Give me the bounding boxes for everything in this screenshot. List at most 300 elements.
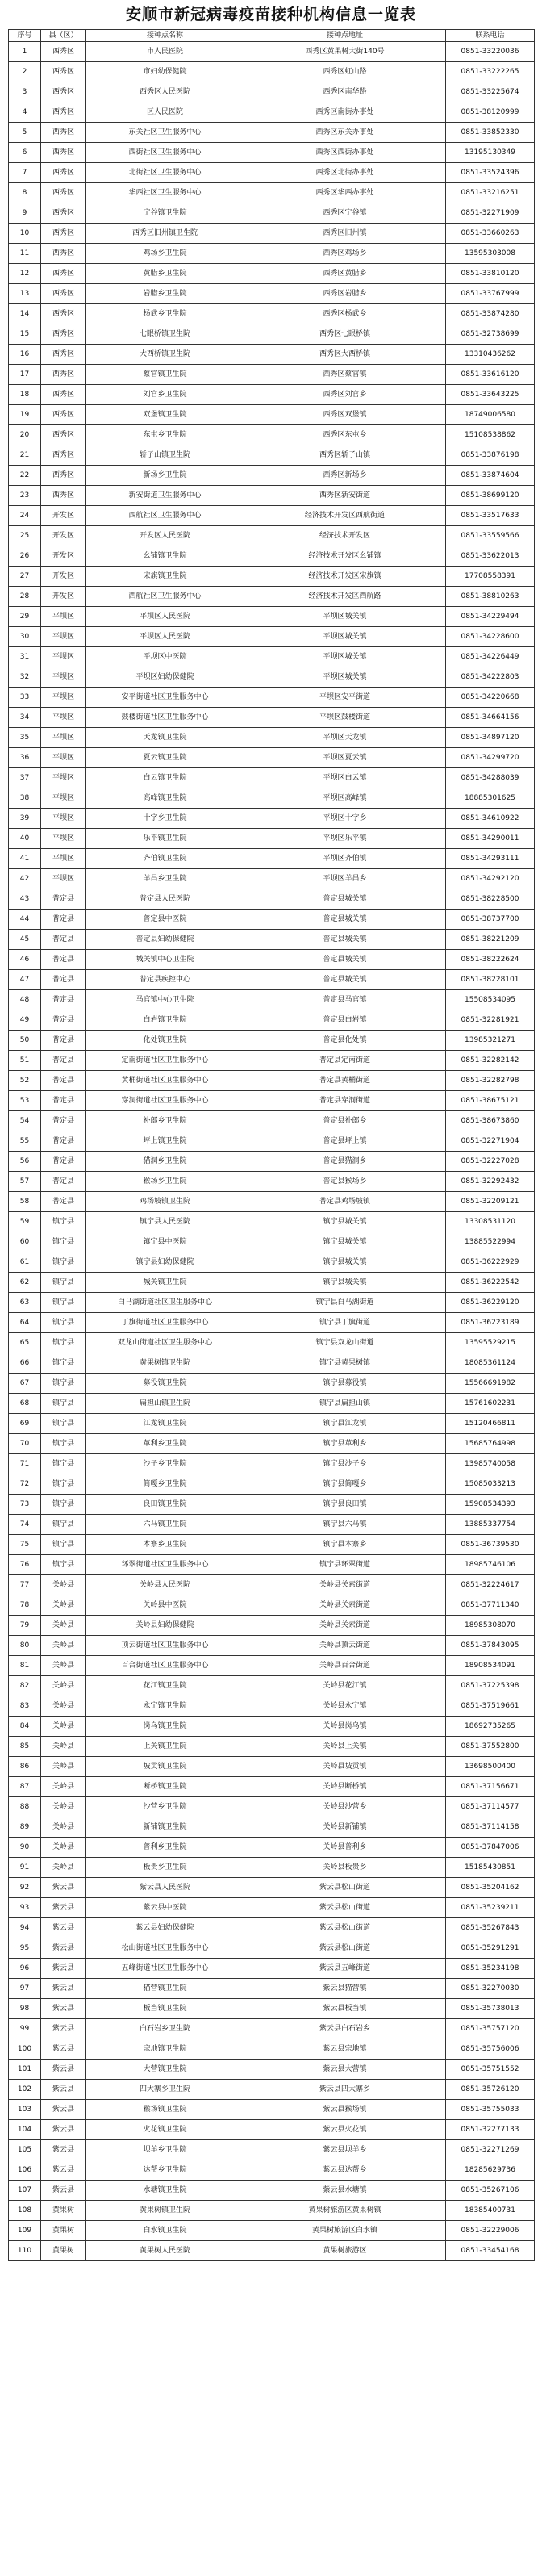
cell-site-address: 平坝区天龙镇 (244, 728, 446, 748)
cell-index: 26 (9, 546, 41, 567)
cell-index: 89 (9, 1817, 41, 1838)
cell-site-name: 新铺镇卫生院 (86, 1817, 244, 1838)
cell-index: 93 (9, 1898, 41, 1918)
table-row (9, 1878, 535, 1898)
table-row (9, 2120, 535, 2140)
cell-phone: 0851-33810120 (446, 264, 535, 284)
cell-site-address: 西秀区虹山路 (244, 62, 446, 82)
table-row (9, 1273, 535, 1293)
table-row (9, 1777, 535, 1797)
cell-county: 开发区 (41, 506, 86, 526)
table-row (9, 1252, 535, 1273)
cell-county: 普定县 (41, 1010, 86, 1031)
table-row (9, 1313, 535, 1333)
cell-index: 71 (9, 1454, 41, 1474)
cell-index: 19 (9, 405, 41, 425)
cell-phone: 0851-38228500 (446, 889, 535, 910)
cell-site-address: 西秀区华西办事处 (244, 183, 446, 203)
cell-site-address: 平坝区齐伯镇 (244, 849, 446, 869)
cell-site-address: 镇宁县六马镇 (244, 1515, 446, 1535)
table-row (9, 385, 535, 405)
cell-index: 99 (9, 2019, 41, 2039)
cell-county: 西秀区 (41, 143, 86, 163)
cell-phone: 0851-33874280 (446, 304, 535, 324)
cell-site-address: 西秀区东屯乡 (244, 425, 446, 445)
cell-site-name: 华西社区卫生服务中心 (86, 183, 244, 203)
table-row (9, 1797, 535, 1817)
cell-site-address: 经济技术开发区宋旗镇 (244, 567, 446, 587)
cell-index: 64 (9, 1313, 41, 1333)
cell-site-address: 普定县猴场乡 (244, 1172, 446, 1192)
cell-phone: 15108538862 (446, 425, 535, 445)
cell-index: 73 (9, 1495, 41, 1515)
table-row (9, 1817, 535, 1838)
cell-site-name: 水塘镇卫生院 (86, 2181, 244, 2201)
table-row (9, 1838, 535, 1858)
cell-county: 平坝区 (41, 869, 86, 889)
cell-county: 普定县 (41, 1192, 86, 1212)
table-row (9, 990, 535, 1010)
page-title: 安顺市新冠病毒疫苗接种机构信息一览表 (125, 6, 416, 23)
cell-county: 紫云县 (41, 2080, 86, 2100)
header-phone: 联系电话 (446, 30, 535, 42)
cell-site-name: 普定县中医院 (86, 910, 244, 930)
cell-index: 6 (9, 143, 41, 163)
cell-site-address: 普定县坪上镇 (244, 1131, 446, 1152)
cell-index: 54 (9, 1111, 41, 1131)
cell-site-name: 市人民医院 (86, 42, 244, 62)
cell-index: 104 (9, 2120, 41, 2140)
cell-county: 西秀区 (41, 445, 86, 466)
cell-site-address: 关岭县坡贡镇 (244, 1757, 446, 1777)
table-row (9, 2201, 535, 2221)
table-row (9, 1353, 535, 1374)
cell-site-name: 江龙镇卫生院 (86, 1414, 244, 1434)
cell-site-address: 普定县城关镇 (244, 910, 446, 930)
cell-site-name: 新场乡卫生院 (86, 466, 244, 486)
cell-phone: 0851-35738013 (446, 1999, 535, 2019)
cell-index: 9 (9, 203, 41, 224)
cell-site-name: 关岭县人民医院 (86, 1575, 244, 1595)
cell-index: 7 (9, 163, 41, 183)
cell-site-name: 黄果树镇卫生院 (86, 2201, 244, 2221)
cell-county: 紫云县 (41, 2060, 86, 2080)
cell-site-name: 马官镇中心卫生院 (86, 990, 244, 1010)
cell-county: 普定县 (41, 950, 86, 970)
cell-phone: 18749006580 (446, 405, 535, 425)
table-row (9, 1374, 535, 1394)
cell-site-address: 黄果树旅游区 (244, 2241, 446, 2261)
cell-county: 普定县 (41, 1131, 86, 1152)
cell-site-address: 经济技术开发区西航街道 (244, 506, 446, 526)
cell-phone: 0851-34288039 (446, 768, 535, 788)
cell-site-name: 猴场乡卫生院 (86, 1172, 244, 1192)
cell-site-name: 黄果树人民医院 (86, 2241, 244, 2261)
cell-phone: 0851-37114577 (446, 1797, 535, 1817)
cell-index: 76 (9, 1555, 41, 1575)
cell-site-name: 西秀区人民医院 (86, 82, 244, 102)
cell-site-name: 火花镇卫生院 (86, 2120, 244, 2140)
cell-county: 普定县 (41, 990, 86, 1010)
cell-site-name: 六马镇卫生院 (86, 1515, 244, 1535)
cell-county: 镇宁县 (41, 1474, 86, 1495)
cell-site-name: 四大寨乡卫生院 (86, 2080, 244, 2100)
cell-site-name: 十字乡卫生院 (86, 809, 244, 829)
cell-phone: 18285629736 (446, 2160, 535, 2181)
cell-site-address: 西秀区北街办事处 (244, 163, 446, 183)
cell-site-name: 紫云县人民医院 (86, 1878, 244, 1898)
header-site-address: 接种点地址 (244, 30, 446, 42)
cell-phone: 0851-32227028 (446, 1152, 535, 1172)
cell-county: 西秀区 (41, 264, 86, 284)
cell-county: 紫云县 (41, 2160, 86, 2181)
cell-county: 平坝区 (41, 708, 86, 728)
cell-phone: 0851-36229120 (446, 1293, 535, 1313)
table-row (9, 425, 535, 445)
table-row (9, 1434, 535, 1454)
cell-index: 30 (9, 627, 41, 647)
table-row (9, 2100, 535, 2120)
cell-index: 48 (9, 990, 41, 1010)
table-row (9, 2160, 535, 2181)
table-row (9, 1555, 535, 1575)
cell-site-address: 西秀区大西桥镇 (244, 345, 446, 365)
cell-index: 2 (9, 62, 41, 82)
table-row (9, 82, 535, 102)
table-row (9, 324, 535, 345)
cell-phone: 0851-32292432 (446, 1172, 535, 1192)
cell-site-address: 紫云县松山街道 (244, 1938, 446, 1959)
table-row (9, 1495, 535, 1515)
cell-county: 西秀区 (41, 304, 86, 324)
cell-county: 紫云县 (41, 1898, 86, 1918)
cell-index: 101 (9, 2060, 41, 2080)
cell-site-name: 乐平镇卫生院 (86, 829, 244, 849)
cell-site-name: 紫云县妇幼保健院 (86, 1918, 244, 1938)
cell-county: 普定县 (41, 1091, 86, 1111)
cell-index: 24 (9, 506, 41, 526)
cell-county: 关岭县 (41, 1777, 86, 1797)
cell-site-name: 双堡镇卫生院 (86, 405, 244, 425)
table-row (9, 567, 535, 587)
cell-county: 镇宁县 (41, 1212, 86, 1232)
cell-site-address: 镇宁县扁担山镇 (244, 1394, 446, 1414)
table-row (9, 2060, 535, 2080)
table-row (9, 1616, 535, 1636)
cell-site-address: 普定县定南街道 (244, 1051, 446, 1071)
cell-county: 镇宁县 (41, 1252, 86, 1273)
cell-site-name: 顶云街道社区卫生服务中心 (86, 1636, 244, 1656)
cell-site-name: 花江镇卫生院 (86, 1676, 244, 1696)
cell-phone: 0851-38673860 (446, 1111, 535, 1131)
cell-index: 41 (9, 849, 41, 869)
cell-index: 10 (9, 224, 41, 244)
cell-site-address: 平坝区安平街道 (244, 688, 446, 708)
cell-site-name: 镇宁县人民医院 (86, 1212, 244, 1232)
cell-site-address: 镇宁县白马湖街道 (244, 1293, 446, 1313)
cell-index: 106 (9, 2160, 41, 2181)
cell-index: 86 (9, 1757, 41, 1777)
cell-index: 34 (9, 708, 41, 728)
cell-county: 平坝区 (41, 809, 86, 829)
cell-phone: 0851-37225398 (446, 1676, 535, 1696)
cell-phone: 0851-37519661 (446, 1696, 535, 1717)
cell-county: 西秀区 (41, 102, 86, 123)
cell-site-name: 松山街道社区卫生服务中心 (86, 1938, 244, 1959)
cell-index: 69 (9, 1414, 41, 1434)
cell-site-address: 经济技术开发区幺铺镇 (244, 546, 446, 567)
cell-phone: 0851-32209121 (446, 1192, 535, 1212)
cell-index: 1 (9, 42, 41, 62)
cell-site-name: 白石岩乡卫生院 (86, 2019, 244, 2039)
cell-phone: 0851-35267843 (446, 1918, 535, 1938)
table-row (9, 2241, 535, 2261)
cell-site-name: 城关镇卫生院 (86, 1273, 244, 1293)
cell-site-name: 鸡场乡卫生院 (86, 244, 244, 264)
cell-site-address: 关岭县新铺镇 (244, 1817, 446, 1838)
cell-index: 49 (9, 1010, 41, 1031)
cell-site-address: 关岭县永宁镇 (244, 1696, 446, 1717)
cell-phone: 0851-35756006 (446, 2039, 535, 2060)
table-row (9, 466, 535, 486)
table-row (9, 1656, 535, 1676)
table-row (9, 768, 535, 788)
cell-county: 镇宁县 (41, 1495, 86, 1515)
cell-county: 紫云县 (41, 2100, 86, 2120)
cell-county: 镇宁县 (41, 1394, 86, 1414)
cell-county: 关岭县 (41, 1696, 86, 1717)
cell-phone: 13595529215 (446, 1333, 535, 1353)
cell-phone: 0851-34293111 (446, 849, 535, 869)
cell-phone: 13310436262 (446, 345, 535, 365)
cell-site-name: 简嘎乡卫生院 (86, 1474, 244, 1495)
cell-site-name: 百合街道社区卫生服务中心 (86, 1656, 244, 1676)
cell-index: 70 (9, 1434, 41, 1454)
cell-site-address: 镇宁县环翠街道 (244, 1555, 446, 1575)
cell-index: 57 (9, 1172, 41, 1192)
cell-site-address: 平坝区羊昌乡 (244, 869, 446, 889)
cell-site-name: 普定县人民医院 (86, 889, 244, 910)
cell-phone: 13885337754 (446, 1515, 535, 1535)
cell-site-name: 区人民医院 (86, 102, 244, 123)
cell-county: 普定县 (41, 1111, 86, 1131)
cell-index: 98 (9, 1999, 41, 2019)
table-row (9, 1737, 535, 1757)
cell-county: 关岭县 (41, 1737, 86, 1757)
cell-site-address: 西秀区双堡镇 (244, 405, 446, 425)
cell-phone: 0851-33225674 (446, 82, 535, 102)
cell-site-address: 西秀区南华路 (244, 82, 446, 102)
cell-index: 100 (9, 2039, 41, 2060)
cell-site-name: 丁旗街道社区卫生服务中心 (86, 1313, 244, 1333)
cell-site-name: 坪上镇卫生院 (86, 1131, 244, 1152)
cell-site-name: 鸡场坡镇卫生院 (86, 1192, 244, 1212)
cell-site-name: 平坝区妇幼保健院 (86, 667, 244, 688)
cell-index: 29 (9, 607, 41, 627)
cell-county: 普定县 (41, 970, 86, 990)
cell-site-address: 西秀区新安街道 (244, 486, 446, 506)
cell-county: 紫云县 (41, 2181, 86, 2201)
cell-index: 33 (9, 688, 41, 708)
cell-site-address: 镇宁县城关镇 (244, 1212, 446, 1232)
table-row (9, 1938, 535, 1959)
table-header-row (9, 30, 535, 42)
cell-index: 94 (9, 1918, 41, 1938)
cell-site-name: 幺铺镇卫生院 (86, 546, 244, 567)
table-row (9, 1757, 535, 1777)
cell-county: 西秀区 (41, 486, 86, 506)
cell-phone: 0851-33622013 (446, 546, 535, 567)
cell-phone: 0851-35755033 (446, 2100, 535, 2120)
cell-index: 92 (9, 1878, 41, 1898)
cell-county: 平坝区 (41, 667, 86, 688)
cell-index: 21 (9, 445, 41, 466)
cell-site-address: 关岭县关索街道 (244, 1616, 446, 1636)
cell-index: 25 (9, 526, 41, 546)
cell-phone: 0851-32281921 (446, 1010, 535, 1031)
cell-index: 15 (9, 324, 41, 345)
table-row (9, 1051, 535, 1071)
cell-site-address: 西秀区蔡官镇 (244, 365, 446, 385)
cell-index: 90 (9, 1838, 41, 1858)
cell-site-address: 西秀区七眼桥镇 (244, 324, 446, 345)
cell-phone: 0851-34897120 (446, 728, 535, 748)
table-row (9, 607, 535, 627)
cell-county: 普定县 (41, 1031, 86, 1051)
cell-county: 普定县 (41, 1152, 86, 1172)
table-row (9, 1152, 535, 1172)
cell-site-name: 坡贡镇卫生院 (86, 1757, 244, 1777)
cell-site-name: 补郎乡卫生院 (86, 1111, 244, 1131)
cell-county: 紫云县 (41, 1999, 86, 2019)
cell-site-address: 西秀区旧州镇 (244, 224, 446, 244)
table-row (9, 587, 535, 607)
table-row (9, 345, 535, 365)
table-row (9, 1474, 535, 1495)
cell-phone: 0851-35239211 (446, 1898, 535, 1918)
cell-phone: 0851-32270030 (446, 1979, 535, 1999)
cell-index: 66 (9, 1353, 41, 1374)
cell-phone: 0851-35234198 (446, 1959, 535, 1979)
cell-county: 平坝区 (41, 768, 86, 788)
table-row (9, 1192, 535, 1212)
cell-site-address: 经济技术开发区西航路 (244, 587, 446, 607)
cell-site-address: 西秀区西街办事处 (244, 143, 446, 163)
cell-county: 开发区 (41, 526, 86, 546)
cell-site-name: 新安街道卫生服务中心 (86, 486, 244, 506)
cell-site-address: 镇宁县城关镇 (244, 1232, 446, 1252)
cell-site-address: 普定县黄桶街道 (244, 1071, 446, 1091)
table-row (9, 445, 535, 466)
table-row (9, 42, 535, 62)
cell-phone: 0851-34226449 (446, 647, 535, 667)
cell-site-name: 猫洞乡卫生院 (86, 1152, 244, 1172)
cell-site-name: 宁谷镇卫生院 (86, 203, 244, 224)
cell-site-name: 紫云县中医院 (86, 1898, 244, 1918)
cell-phone: 15761602231 (446, 1394, 535, 1414)
cell-site-address: 普定县猫洞乡 (244, 1152, 446, 1172)
cell-site-address: 经济技术开发区 (244, 526, 446, 546)
cell-county: 关岭县 (41, 1595, 86, 1616)
cell-site-name: 黄果树镇卫生院 (86, 1353, 244, 1374)
cell-phone: 0851-32271904 (446, 1131, 535, 1152)
cell-phone: 15508534095 (446, 990, 535, 1010)
cell-phone: 13195130349 (446, 143, 535, 163)
cell-phone: 0851-36222929 (446, 1252, 535, 1273)
cell-site-address: 平坝区城关镇 (244, 647, 446, 667)
table-row (9, 1414, 535, 1434)
cell-phone: 0851-35726120 (446, 2080, 535, 2100)
cell-site-name: 平坝区中医院 (86, 647, 244, 667)
cell-phone: 0851-38737700 (446, 910, 535, 930)
cell-site-name: 普定县妇幼保健院 (86, 930, 244, 950)
cell-index: 72 (9, 1474, 41, 1495)
cell-phone: 0851-33524396 (446, 163, 535, 183)
cell-index: 97 (9, 1979, 41, 1999)
cell-phone: 18085361124 (446, 1353, 535, 1374)
cell-phone: 0851-33220036 (446, 42, 535, 62)
cell-site-name: 齐伯镇卫生院 (86, 849, 244, 869)
cell-index: 82 (9, 1676, 41, 1696)
table-row (9, 264, 535, 284)
cell-phone: 15185430851 (446, 1858, 535, 1878)
cell-index: 95 (9, 1938, 41, 1959)
table-row (9, 2080, 535, 2100)
cell-index: 60 (9, 1232, 41, 1252)
cell-index: 102 (9, 2080, 41, 2100)
cell-site-address: 普定县城关镇 (244, 930, 446, 950)
cell-county: 西秀区 (41, 284, 86, 304)
cell-index: 22 (9, 466, 41, 486)
cell-site-address: 紫云县松山街道 (244, 1898, 446, 1918)
cell-index: 67 (9, 1374, 41, 1394)
cell-county: 紫云县 (41, 2140, 86, 2160)
cell-phone: 0851-36222542 (446, 1273, 535, 1293)
cell-index: 43 (9, 889, 41, 910)
table-row (9, 1232, 535, 1252)
cell-site-address: 镇宁县募役镇 (244, 1374, 446, 1394)
cell-index: 44 (9, 910, 41, 930)
cell-index: 91 (9, 1858, 41, 1878)
table-row (9, 930, 535, 950)
cell-site-name: 大西桥镇卫生院 (86, 345, 244, 365)
cell-site-name: 刘官乡卫生院 (86, 385, 244, 405)
cell-site-name: 东屯乡卫生院 (86, 425, 244, 445)
cell-site-address: 镇宁县简嘎乡 (244, 1474, 446, 1495)
cell-site-address: 西秀区黄腊乡 (244, 264, 446, 284)
cell-index: 23 (9, 486, 41, 506)
table-row (9, 365, 535, 385)
cell-phone: 0851-33874604 (446, 466, 535, 486)
table-row (9, 2039, 535, 2060)
table-body (9, 42, 535, 2261)
cell-county: 镇宁县 (41, 1313, 86, 1333)
cell-site-address: 镇宁县沙子乡 (244, 1454, 446, 1474)
cell-site-name: 天龙镇卫生院 (86, 728, 244, 748)
cell-index: 79 (9, 1616, 41, 1636)
cell-site-address: 紫云县达帮乡 (244, 2160, 446, 2181)
vaccination-sites-table (8, 29, 535, 2261)
cell-site-address: 镇宁县江龙镇 (244, 1414, 446, 1434)
cell-phone: 0851-34229494 (446, 607, 535, 627)
table-row (9, 970, 535, 990)
cell-site-name: 环翠街道社区卫生服务中心 (86, 1555, 244, 1575)
cell-index: 14 (9, 304, 41, 324)
cell-phone: 0851-33767999 (446, 284, 535, 304)
cell-index: 50 (9, 1031, 41, 1051)
cell-site-address: 平坝区夏云镇 (244, 748, 446, 768)
cell-site-address: 西秀区轿子山镇 (244, 445, 446, 466)
